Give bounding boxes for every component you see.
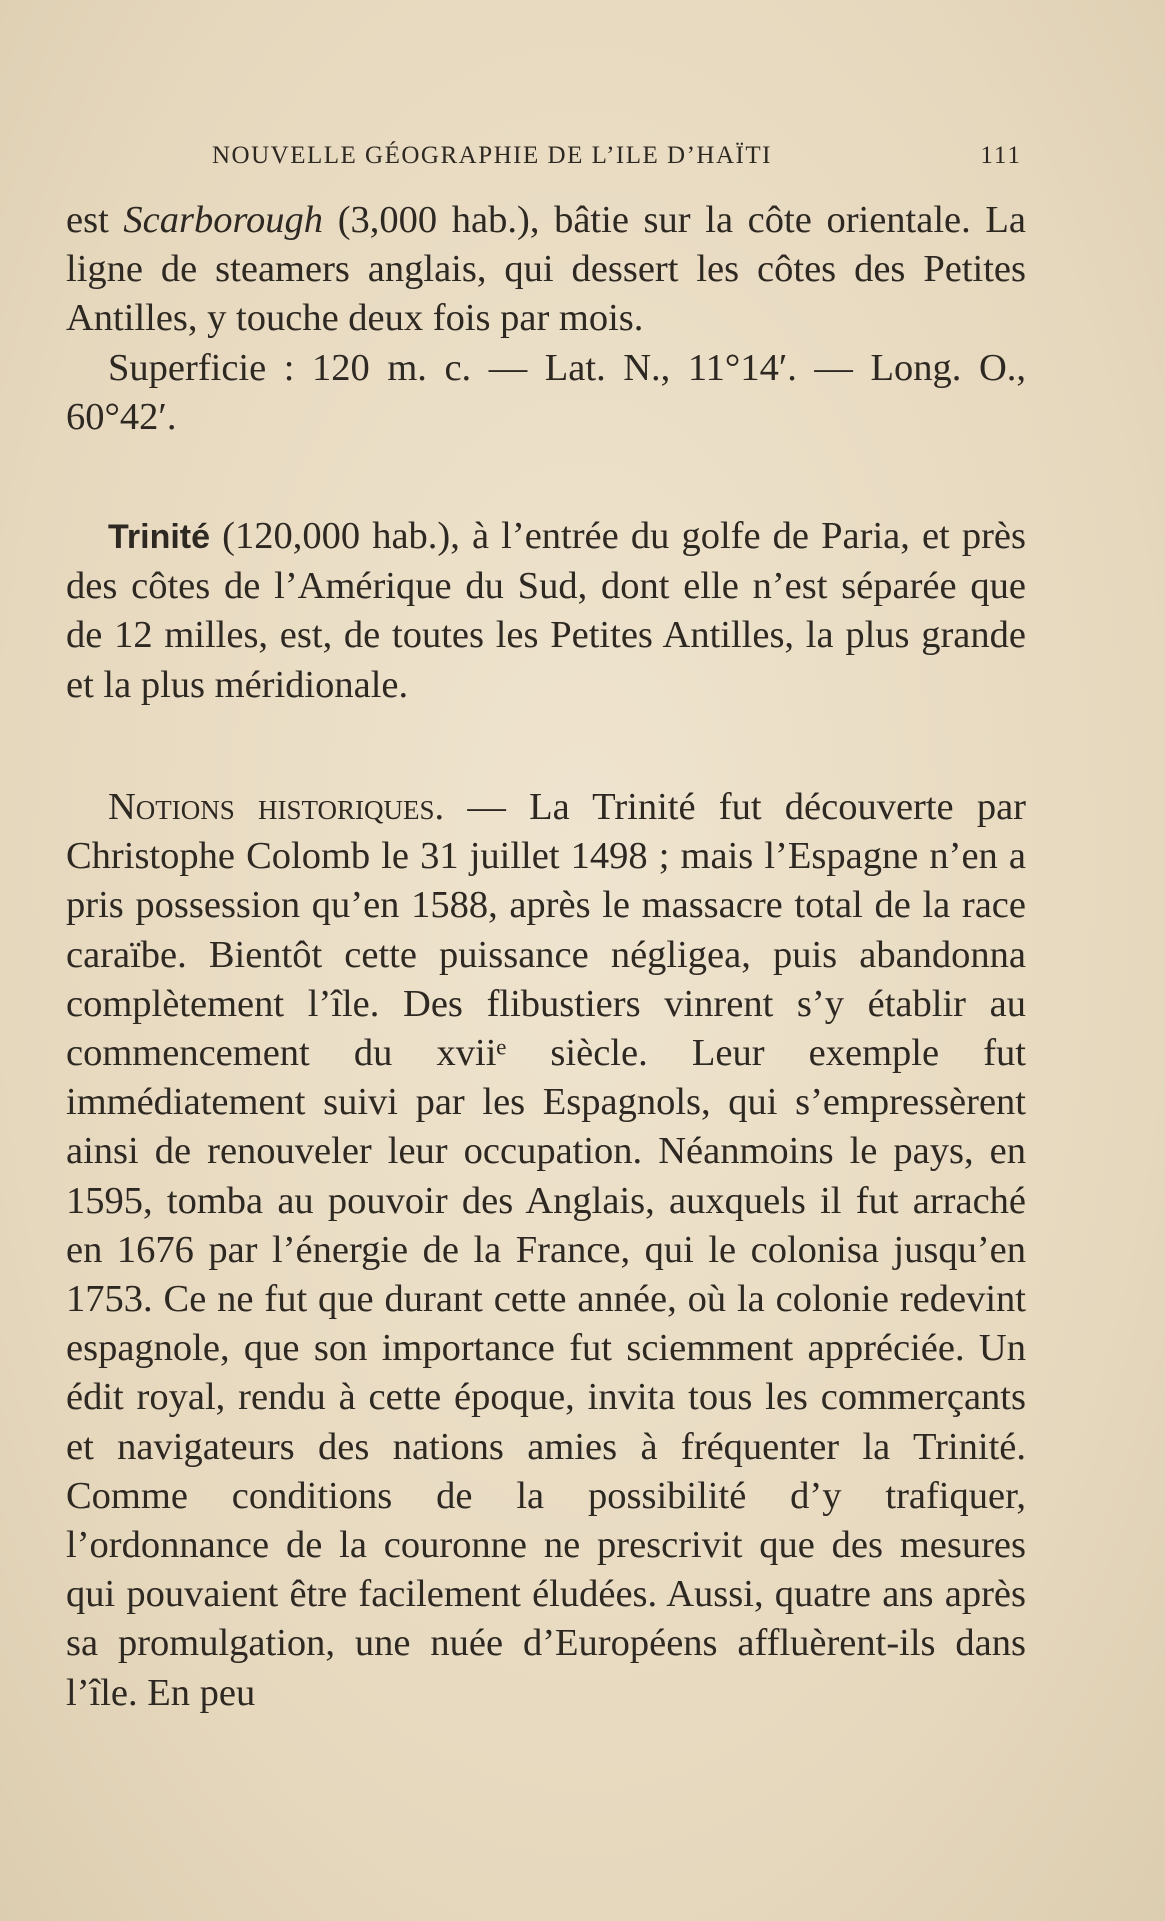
page-number: 111 [980, 142, 1022, 169]
scarborough-paragraph [66, 196, 1026, 344]
history-paragraph [66, 783, 1026, 1718]
trinite-paragraph [66, 512, 1026, 710]
island-heading: Trinité [108, 518, 211, 556]
paragraph-text: — La Trinité fut découverte par Christophe Colomb le 31 juillet 1498 ; mais l’Espagne n’en a pris possession qu’en 1588, après le massacre total de la race caraïbe. Bientôt cette puissance négligea, puis abandonna complètement l’île. Des flibustiers vinrent s’y établir au commencement du xviiᵉ siècle. Leur exemple fut immédiatement suivi par les Espagnols, qui s’empressèrent ainsi de renouveler leur occupation. Néanmoins le pays, en 1595, tomba au pouvoir des Anglais, auxquels il fut arraché en 1676 par l’énergie de la France, qui le colonisa jusqu’en 1753. Ce ne fut que durant cette année, où la colonie redevint espagnole, que son importance fut sciemment appréciée. Un édit royal, rendu à cette époque, invita tous les commerçants et navigateurs des nations amies à fréquenter la Trinité. Comme conditions de la possibilité d’y trafiquer, l’ordonnance de la couronne ne prescrivit que des mesures qui pouvaient être facilement éludées. Aussi, quatre ans après sa promulgation, une nuée d’Européens affluèrent-ils dans l’île. En peu [66, 786, 1026, 1714]
paragraph-text: (3,000 hab.), bâtie sur la côte orientale. La ligne de steamers anglais, qui dessert les côtes des Petites Antilles, y touche deux fois par mois. [66, 199, 1026, 340]
running-title: NOUVELLE GÉOGRAPHIE DE L’ILE D’HAÏTI [212, 142, 772, 169]
scarborough-section [66, 196, 1026, 442]
place-name: Scarborough [123, 199, 324, 241]
running-header [212, 142, 1022, 170]
area-coordinates-paragraph: Superficie : 120 m. c. — Lat. N., 11°14′. — Long. O., 60°42′. [66, 346, 1026, 438]
paragraph-text: (120,000 hab.), à l’entrée du golfe de Paria, et près des côtes de l’Amérique du Sud, dont elle n’est séparée que de 12 milles, est, de toutes les Petites Antilles, la plus grande et la plus méridionale. [66, 515, 1026, 706]
paragraph-text: est [66, 199, 124, 241]
history-section [66, 783, 1026, 1718]
trinite-section [66, 512, 1026, 710]
history-heading: Notions historiques. [108, 786, 445, 828]
